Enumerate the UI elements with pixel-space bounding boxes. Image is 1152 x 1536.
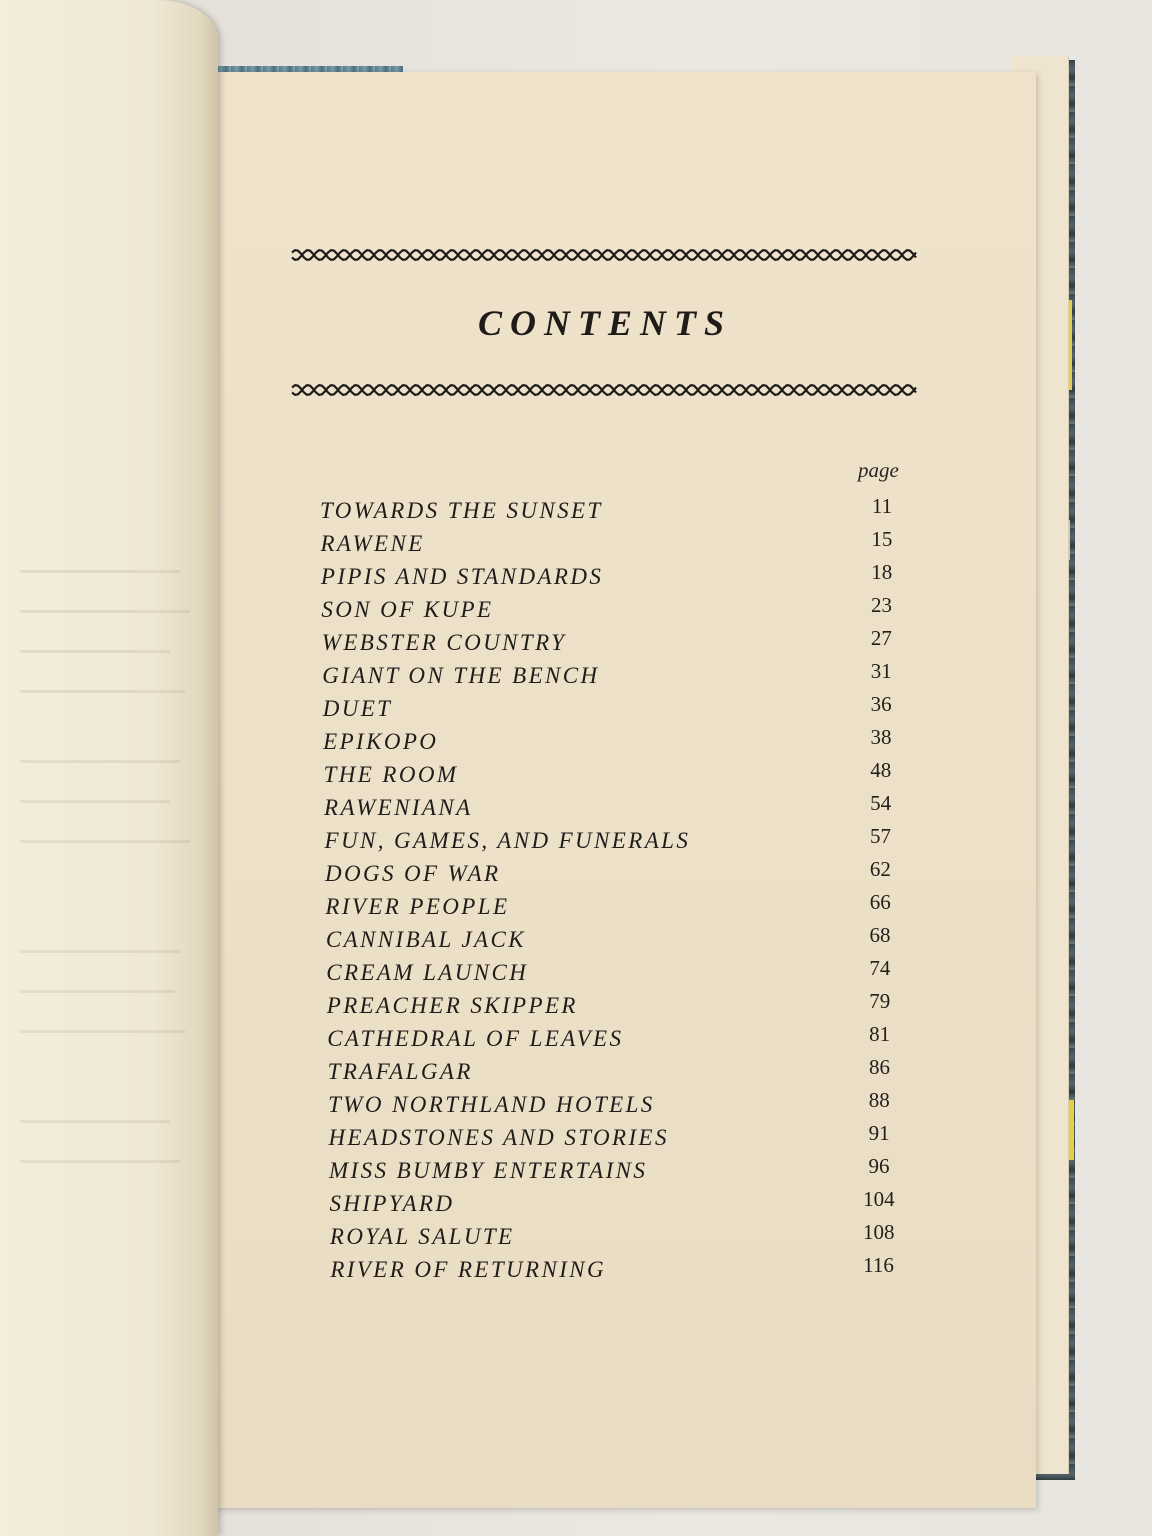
toc-entry-title: PREACHER SKIPPER	[326, 993, 578, 1018]
toc-entry-title: TOWARDS THE SUNSET	[320, 498, 603, 523]
toc-entry	[320, 1121, 920, 1158]
toc-entry-title: HEADSTONES AND STORIES	[328, 1125, 669, 1150]
toc-entry-title: FUN, GAMES, AND FUNERALS	[324, 828, 691, 853]
toc-entry-title: SHIPYARD	[329, 1191, 455, 1216]
toc-entry-page-number: 79	[869, 989, 891, 1013]
toc-entry-title: RIVER OF RETURNING	[330, 1257, 607, 1282]
bottom-ornament-rule	[290, 380, 920, 400]
toc-entry	[320, 923, 920, 960]
toc-entry	[320, 890, 920, 927]
toc-entry-title: WEBSTER COUNTRY	[321, 630, 567, 655]
toc-entry-title: DOGS OF WAR	[324, 861, 501, 886]
toc-entry-page-number: 57	[870, 824, 891, 848]
toc-entry-page-number: 81	[869, 1022, 891, 1046]
toc-entry	[320, 989, 920, 1026]
toc-entry-page-number: 38	[870, 725, 892, 749]
toc-entry-page-number: 36	[870, 692, 892, 716]
top-ornament-rule	[290, 245, 920, 265]
toc-entry-title: GIANT ON THE BENCH	[322, 663, 600, 688]
show-through-text	[20, 650, 170, 653]
show-through-text	[20, 1030, 185, 1033]
contents-list	[320, 494, 920, 1290]
toc-entry	[320, 956, 920, 993]
toc-entry	[320, 758, 920, 795]
toc-entry	[320, 626, 920, 663]
toc-entry-page-number: 31	[870, 659, 892, 683]
toc-entry	[320, 1154, 920, 1191]
toc-entry	[320, 1187, 920, 1224]
toc-entry-title: CATHEDRAL OF LEAVES	[327, 1026, 624, 1051]
toc-entry-page-number: 116	[863, 1253, 894, 1277]
toc-entry-page-number: 88	[868, 1088, 890, 1112]
toc-entry-page-number: 48	[870, 758, 892, 782]
toc-entry-page-number: 27	[870, 626, 892, 650]
toc-entry-title: CANNIBAL JACK	[325, 927, 526, 952]
toc-entry-page-number: 15	[871, 527, 893, 551]
toc-entry-title: RAWENE	[320, 531, 425, 556]
show-through-text	[20, 990, 175, 993]
toc-entry-title: MISS BUMBY ENTERTAINS	[329, 1158, 648, 1183]
page-column-label: page	[858, 458, 899, 482]
toc-entry	[320, 494, 920, 531]
toc-entry	[320, 824, 920, 861]
show-through-text	[20, 840, 190, 843]
toc-entry-page-number: 54	[870, 791, 892, 815]
show-through-text	[20, 610, 190, 613]
toc-entry-title: DUET	[322, 696, 393, 721]
show-through-text	[20, 800, 170, 803]
show-through-text	[20, 1160, 180, 1163]
toc-entry-title: TRAFALGAR	[327, 1059, 473, 1084]
toc-entry-page-number: 62	[869, 857, 891, 881]
toc-entry-page-number: 86	[868, 1055, 890, 1079]
toc-entry-page-number: 66	[869, 890, 891, 914]
toc-entry	[320, 1088, 920, 1125]
toc-entry-title: THE ROOM	[323, 762, 459, 787]
toc-entry-page-number: 23	[871, 593, 893, 617]
toc-entry-page-number: 11	[871, 494, 893, 518]
toc-entry-title: EPIKOPO	[323, 729, 439, 754]
toc-entry	[320, 725, 920, 762]
toc-entry	[320, 560, 920, 597]
toc-entry-title: RAWENIANA	[324, 795, 473, 820]
toc-entry-page-number: 104	[863, 1187, 895, 1211]
toc-entry	[320, 659, 920, 696]
toc-entry-title: ROYAL SALUTE	[329, 1224, 515, 1249]
toc-entry	[320, 1253, 920, 1290]
toc-entry-page-number: 96	[868, 1154, 890, 1178]
toc-entry-page-number: 74	[869, 956, 891, 980]
toc-entry-page-number: 91	[868, 1121, 890, 1145]
toc-entry-title: RIVER PEOPLE	[325, 894, 510, 919]
facing-page	[0, 0, 218, 1536]
toc-entry-title: PIPIS AND STANDARDS	[320, 564, 604, 589]
show-through-text	[20, 690, 185, 693]
toc-entry-title: TWO NORTHLAND HOTELS	[328, 1092, 655, 1117]
toc-entry-page-number: 68	[869, 923, 891, 947]
show-through-text	[20, 570, 180, 573]
toc-entry	[320, 1055, 920, 1092]
toc-entry	[320, 1220, 920, 1257]
show-through-text	[20, 760, 180, 763]
toc-entry-title: SON OF KUPE	[321, 597, 494, 622]
toc-entry	[320, 1022, 920, 1059]
toc-entry-page-number: 108	[862, 1220, 895, 1244]
show-through-text	[20, 1120, 170, 1123]
toc-entry-page-number: 18	[871, 560, 893, 584]
toc-entry-title: CREAM LAUNCH	[326, 960, 529, 985]
toc-entry	[320, 593, 920, 630]
toc-entry	[320, 692, 920, 729]
toc-entry	[320, 791, 920, 828]
toc-entry	[320, 857, 920, 894]
contents-heading: CONTENTS	[477, 303, 733, 343]
toc-entry	[320, 527, 920, 564]
show-through-text	[20, 950, 180, 953]
